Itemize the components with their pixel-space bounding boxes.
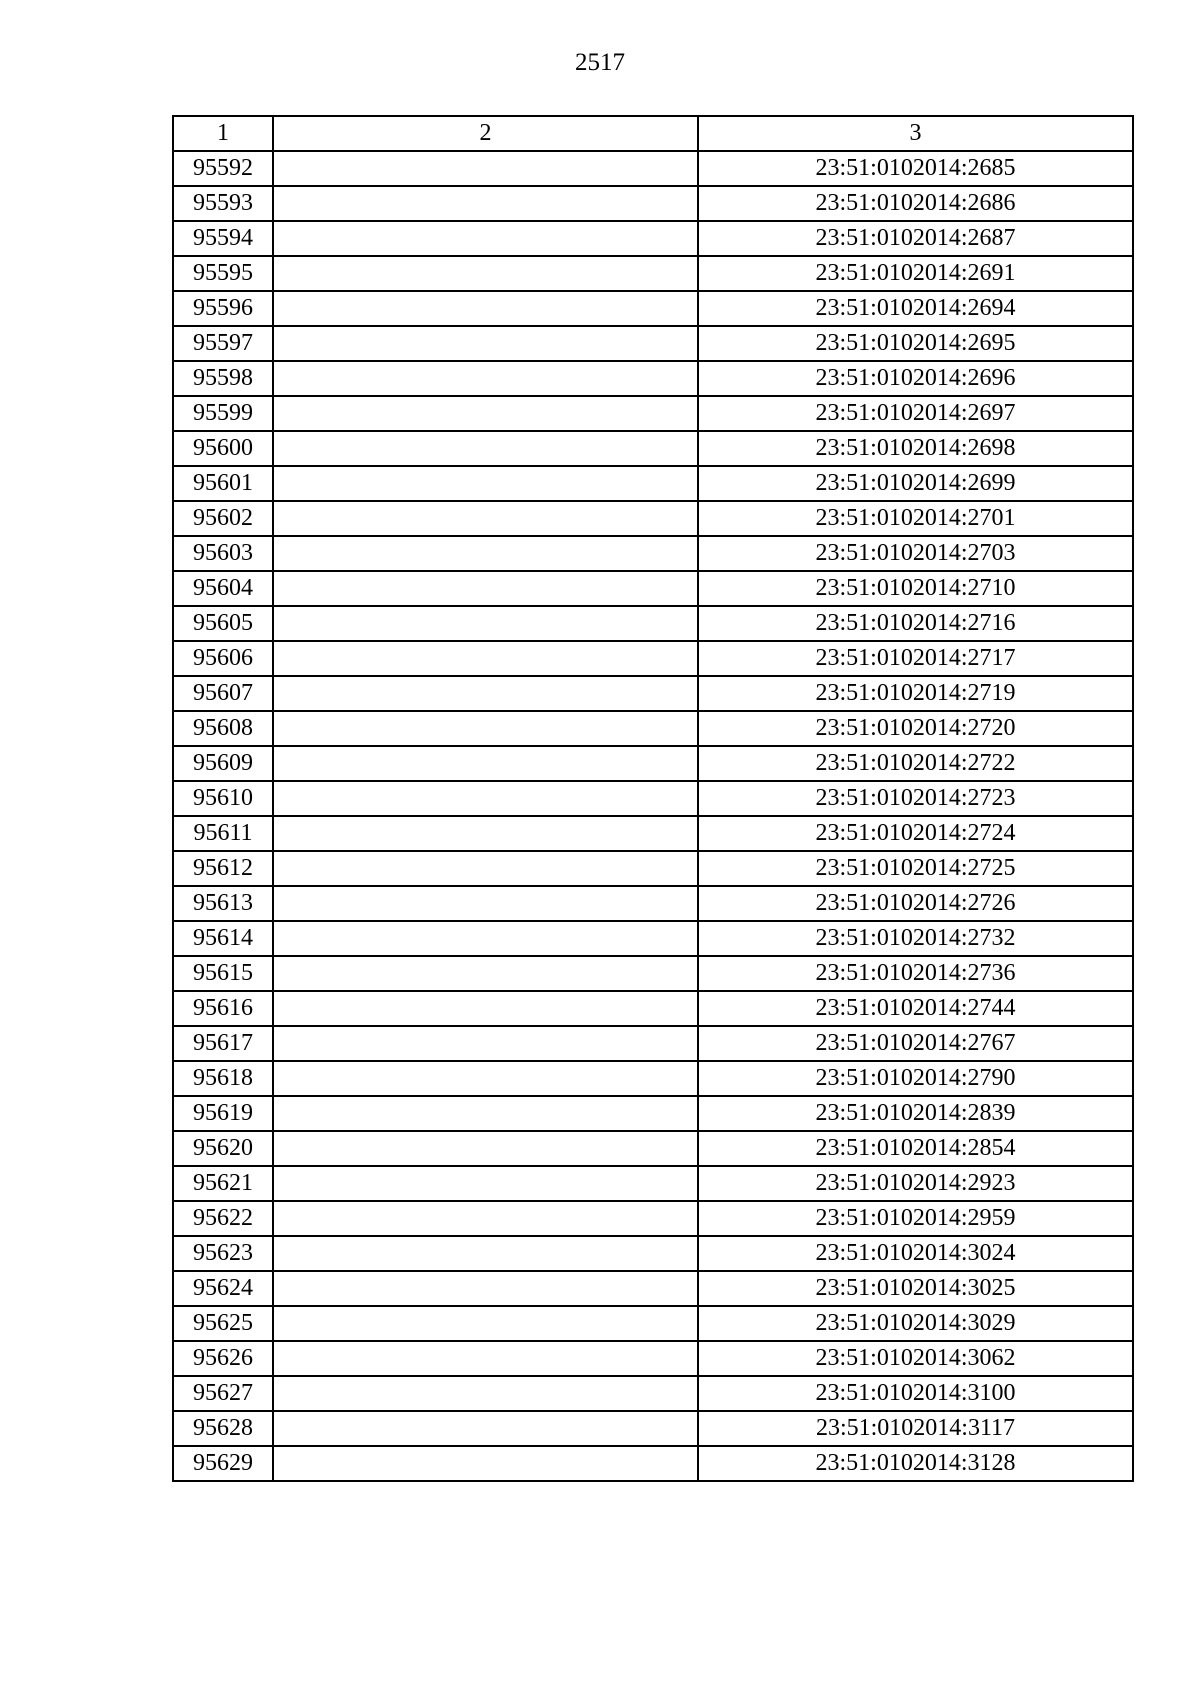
cadastral-number-cell: 23:51:0102014:2724 xyxy=(698,816,1133,851)
table-row xyxy=(173,991,1133,1026)
row-number-cell: 95606 xyxy=(173,641,273,676)
cadastral-number-cell: 23:51:0102014:2695 xyxy=(698,326,1133,361)
row-number-cell: 95614 xyxy=(173,921,273,956)
row-name-cell xyxy=(273,676,698,711)
row-name-cell xyxy=(273,256,698,291)
row-number-cell: 95612 xyxy=(173,851,273,886)
row-name-cell xyxy=(273,431,698,466)
row-number-cell: 95615 xyxy=(173,956,273,991)
row-number-cell: 95593 xyxy=(173,186,273,221)
cadastral-number-cell: 23:51:0102014:2726 xyxy=(698,886,1133,921)
table-row xyxy=(173,886,1133,921)
cadastral-number-cell: 23:51:0102014:3117 xyxy=(698,1411,1133,1446)
cadastral-number-cell: 23:51:0102014:2719 xyxy=(698,676,1133,711)
cadastral-number-cell: 23:51:0102014:2767 xyxy=(698,1026,1133,1061)
row-number-cell: 95611 xyxy=(173,816,273,851)
row-name-cell xyxy=(273,1446,698,1481)
row-number-cell: 95619 xyxy=(173,1096,273,1131)
cadastral-number-cell: 23:51:0102014:2710 xyxy=(698,571,1133,606)
table-row xyxy=(173,361,1133,396)
table-row xyxy=(173,571,1133,606)
table-row xyxy=(173,1026,1133,1061)
row-number-cell: 95596 xyxy=(173,291,273,326)
row-number-cell: 95629 xyxy=(173,1446,273,1481)
table-header-row xyxy=(173,116,1133,151)
table-row xyxy=(173,536,1133,571)
row-number-cell: 95618 xyxy=(173,1061,273,1096)
table-row xyxy=(173,746,1133,781)
table-row xyxy=(173,396,1133,431)
row-number-cell: 95609 xyxy=(173,746,273,781)
table-row xyxy=(173,781,1133,816)
cadastral-number-cell: 23:51:0102014:3100 xyxy=(698,1376,1133,1411)
row-name-cell xyxy=(273,396,698,431)
row-number-cell: 95621 xyxy=(173,1166,273,1201)
row-name-cell xyxy=(273,1341,698,1376)
row-name-cell xyxy=(273,851,698,886)
cadastral-number-cell: 23:51:0102014:2685 xyxy=(698,151,1133,186)
row-name-cell xyxy=(273,991,698,1026)
cadastral-number-cell: 23:51:0102014:2686 xyxy=(698,186,1133,221)
table-row xyxy=(173,466,1133,501)
cadastral-number-cell: 23:51:0102014:2691 xyxy=(698,256,1133,291)
row-name-cell xyxy=(273,1026,698,1061)
row-name-cell xyxy=(273,886,698,921)
row-name-cell xyxy=(273,606,698,641)
row-number-cell: 95601 xyxy=(173,466,273,501)
row-number-cell: 95628 xyxy=(173,1411,273,1446)
table-row xyxy=(173,501,1133,536)
row-name-cell xyxy=(273,221,698,256)
table-row xyxy=(173,851,1133,886)
row-number-cell: 95595 xyxy=(173,256,273,291)
table-row xyxy=(173,1306,1133,1341)
table-row xyxy=(173,816,1133,851)
row-number-cell: 95623 xyxy=(173,1236,273,1271)
row-number-cell: 95625 xyxy=(173,1306,273,1341)
row-number-cell: 95592 xyxy=(173,151,273,186)
table-row xyxy=(173,1201,1133,1236)
row-name-cell xyxy=(273,501,698,536)
row-number-cell: 95598 xyxy=(173,361,273,396)
row-number-cell: 95620 xyxy=(173,1131,273,1166)
register-table xyxy=(172,115,1134,1482)
row-name-cell xyxy=(273,466,698,501)
cadastral-number-cell: 23:51:0102014:2720 xyxy=(698,711,1133,746)
table-row xyxy=(173,326,1133,361)
row-name-cell xyxy=(273,1236,698,1271)
row-number-cell: 95599 xyxy=(173,396,273,431)
table-row xyxy=(173,256,1133,291)
row-name-cell xyxy=(273,956,698,991)
column-header-3: 3 xyxy=(698,116,1133,151)
row-name-cell xyxy=(273,326,698,361)
cadastral-number-cell: 23:51:0102014:2696 xyxy=(698,361,1133,396)
row-name-cell xyxy=(273,536,698,571)
row-number-cell: 95608 xyxy=(173,711,273,746)
cadastral-number-cell: 23:51:0102014:3024 xyxy=(698,1236,1133,1271)
cadastral-number-cell: 23:51:0102014:2699 xyxy=(698,466,1133,501)
table-row xyxy=(173,1236,1133,1271)
table-row xyxy=(173,1271,1133,1306)
row-name-cell xyxy=(273,816,698,851)
row-name-cell xyxy=(273,711,698,746)
row-name-cell xyxy=(273,921,698,956)
cadastral-number-cell: 23:51:0102014:2959 xyxy=(698,1201,1133,1236)
row-number-cell: 95624 xyxy=(173,1271,273,1306)
cadastral-number-cell: 23:51:0102014:2790 xyxy=(698,1061,1133,1096)
cadastral-number-cell: 23:51:0102014:2694 xyxy=(698,291,1133,326)
row-name-cell xyxy=(273,1131,698,1166)
table-row xyxy=(173,641,1133,676)
cadastral-number-cell: 23:51:0102014:2854 xyxy=(698,1131,1133,1166)
cadastral-number-cell: 23:51:0102014:2722 xyxy=(698,746,1133,781)
row-number-cell: 95602 xyxy=(173,501,273,536)
row-name-cell xyxy=(273,361,698,396)
row-number-cell: 95627 xyxy=(173,1376,273,1411)
page-number: 2517 xyxy=(575,49,625,76)
row-name-cell xyxy=(273,571,698,606)
row-name-cell xyxy=(273,151,698,186)
cadastral-number-cell: 23:51:0102014:2701 xyxy=(698,501,1133,536)
table-row xyxy=(173,1131,1133,1166)
column-header-1: 1 xyxy=(173,116,273,151)
row-name-cell xyxy=(273,746,698,781)
row-number-cell: 95613 xyxy=(173,886,273,921)
table-row xyxy=(173,711,1133,746)
cadastral-number-cell: 23:51:0102014:2723 xyxy=(698,781,1133,816)
table-row xyxy=(173,1376,1133,1411)
cadastral-number-cell: 23:51:0102014:2839 xyxy=(698,1096,1133,1131)
row-number-cell: 95605 xyxy=(173,606,273,641)
row-number-cell: 95594 xyxy=(173,221,273,256)
row-number-cell: 95622 xyxy=(173,1201,273,1236)
table-row xyxy=(173,186,1133,221)
cadastral-number-cell: 23:51:0102014:2698 xyxy=(698,431,1133,466)
table-row xyxy=(173,221,1133,256)
table-row xyxy=(173,291,1133,326)
cadastral-number-cell: 23:51:0102014:2687 xyxy=(698,221,1133,256)
cadastral-number-cell: 23:51:0102014:2716 xyxy=(698,606,1133,641)
table-row xyxy=(173,1096,1133,1131)
table-row xyxy=(173,956,1133,991)
table-row xyxy=(173,151,1133,186)
cadastral-number-cell: 23:51:0102014:3029 xyxy=(698,1306,1133,1341)
row-name-cell xyxy=(273,1411,698,1446)
row-number-cell: 95603 xyxy=(173,536,273,571)
cadastral-number-cell: 23:51:0102014:2744 xyxy=(698,991,1133,1026)
table-row xyxy=(173,676,1133,711)
row-number-cell: 95607 xyxy=(173,676,273,711)
row-name-cell xyxy=(273,291,698,326)
row-name-cell xyxy=(273,641,698,676)
row-number-cell: 95616 xyxy=(173,991,273,1026)
table-row xyxy=(173,1446,1133,1481)
row-number-cell: 95597 xyxy=(173,326,273,361)
row-name-cell xyxy=(273,1376,698,1411)
row-number-cell: 95617 xyxy=(173,1026,273,1061)
row-name-cell xyxy=(273,186,698,221)
table-row xyxy=(173,606,1133,641)
cadastral-number-cell: 23:51:0102014:2736 xyxy=(698,956,1133,991)
cadastral-number-cell: 23:51:0102014:2717 xyxy=(698,641,1133,676)
table-row xyxy=(173,1341,1133,1376)
row-number-cell: 95600 xyxy=(173,431,273,466)
cadastral-number-cell: 23:51:0102014:3128 xyxy=(698,1446,1133,1481)
cadastral-number-cell: 23:51:0102014:2703 xyxy=(698,536,1133,571)
row-name-cell xyxy=(273,1201,698,1236)
cadastral-number-cell: 23:51:0102014:2725 xyxy=(698,851,1133,886)
row-name-cell xyxy=(273,1061,698,1096)
table-row xyxy=(173,921,1133,956)
row-number-cell: 95626 xyxy=(173,1341,273,1376)
column-header-2: 2 xyxy=(273,116,698,151)
table-row xyxy=(173,431,1133,466)
cadastral-number-cell: 23:51:0102014:2697 xyxy=(698,396,1133,431)
table-row xyxy=(173,1061,1133,1096)
table-row xyxy=(173,1411,1133,1446)
row-name-cell xyxy=(273,1096,698,1131)
row-number-cell: 95610 xyxy=(173,781,273,816)
row-number-cell: 95604 xyxy=(173,571,273,606)
row-name-cell xyxy=(273,1166,698,1201)
cadastral-number-cell: 23:51:0102014:2923 xyxy=(698,1166,1133,1201)
row-name-cell xyxy=(273,1306,698,1341)
cadastral-number-cell: 23:51:0102014:2732 xyxy=(698,921,1133,956)
cadastral-number-cell: 23:51:0102014:3062 xyxy=(698,1341,1133,1376)
row-name-cell xyxy=(273,781,698,816)
cadastral-number-cell: 23:51:0102014:3025 xyxy=(698,1271,1133,1306)
table-body xyxy=(173,151,1133,1481)
row-name-cell xyxy=(273,1271,698,1306)
table-row xyxy=(173,1166,1133,1201)
